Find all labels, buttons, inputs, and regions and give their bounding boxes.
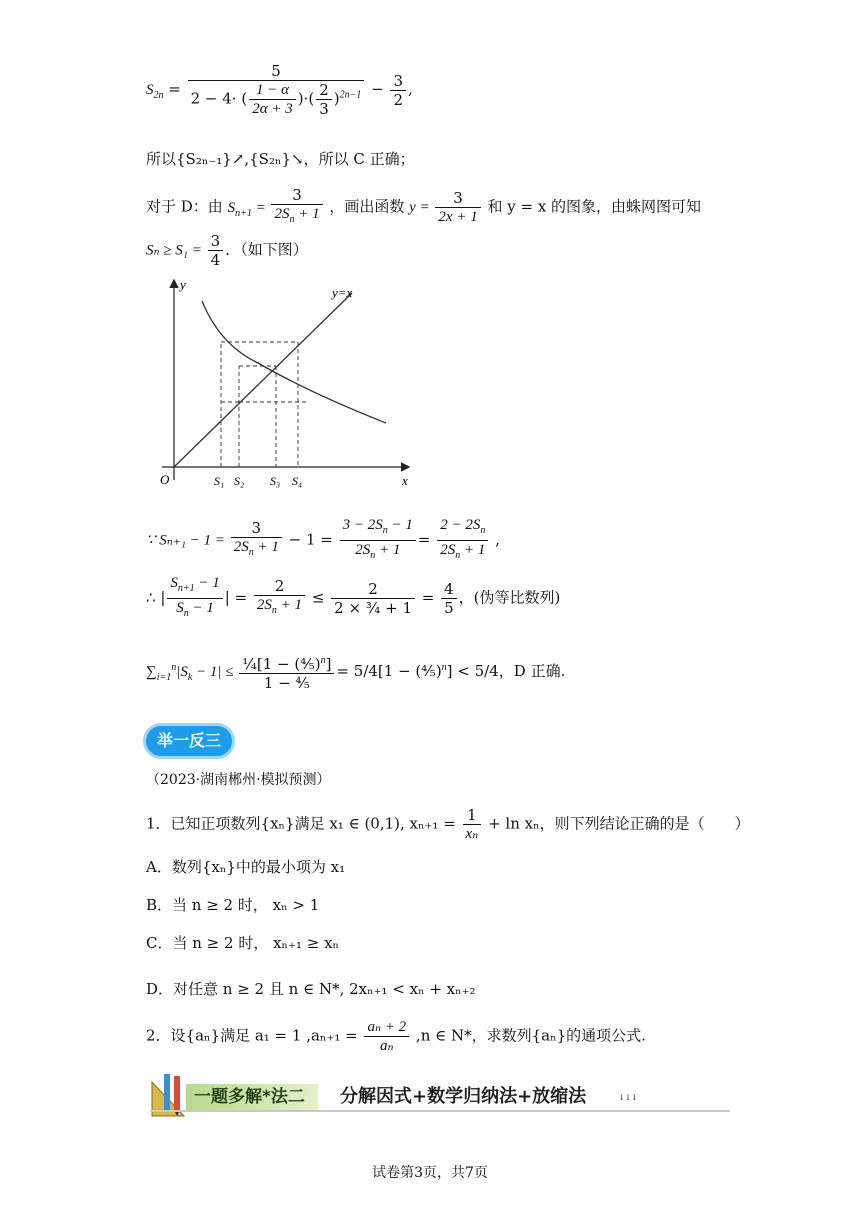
eq-lhs-sub: 2n — [153, 90, 164, 101]
deriv1-lhs: ∵ Sₙ₊₁ − 1 = — [146, 532, 229, 549]
eq-den-a: 2 − 4· — [190, 89, 237, 108]
q2-post: ,n ∈ N*，求数列{aₙ}的通项公式. — [411, 1026, 646, 1045]
cobweb-graph — [140, 275, 430, 495]
origin-label: O — [160, 472, 170, 487]
eq-inner-frac — [249, 81, 296, 118]
eq-base-num: 2 — [316, 81, 332, 100]
line-d1-post: 和 y = x 的图象，由蛛网图可知 — [487, 197, 702, 216]
badge-juyifansan: 举一反三 — [143, 723, 235, 759]
y-axis-label: y — [180, 277, 186, 292]
eq-tail-num: 3 — [390, 72, 406, 91]
source-label: （2023·湖南郴州·模拟预测） — [146, 772, 331, 788]
eq-tail-punct: , — [408, 80, 413, 98]
q1-stem-den: xₙ — [465, 826, 479, 842]
tick-s2: S₂ — [234, 474, 245, 488]
q1-stem-num: 1 — [463, 806, 482, 825]
tick-s1: S₁ — [214, 474, 225, 488]
q1-option-b[interactable]: B．当 n ≥ 2 时， xₙ > 1 — [146, 896, 320, 914]
eq-exp: 2n−1 — [339, 89, 362, 101]
question-2 — [146, 1018, 646, 1055]
banner-left-text: 一题多解*法二 — [194, 1087, 305, 1107]
page-footer: 试卷第3页，共7页 — [372, 1165, 488, 1181]
banner-right-text: 分解因式+数学归纳法+放缩法 — [340, 1086, 587, 1107]
q1-option-a[interactable]: A．数列{xₙ}中的最小项为 x₁ — [146, 858, 346, 876]
derivation-2: ∴ | $\frac{S_{n+1} - 1}{S_n - 1}$ | = $\frac{2}{2S_n + 1}$ ≤ $\frac{2}{\text{2 × ¾ + 1}}$ = $\frac{4}{5}$ ，(伪等比数列) — [146, 575, 561, 619]
curve — [202, 301, 386, 423]
banner-ticks: ı ı ı — [620, 1092, 636, 1103]
line-d2-den: 4 — [210, 251, 221, 269]
q1-option-c[interactable]: C．当 n ≥ 2 时， xₙ₊₁ ≥ xₙ — [146, 934, 340, 952]
deriv3-conclusion: ，D 正确. — [498, 662, 566, 680]
deriv2-note: ，(伪等比数列) — [458, 588, 561, 607]
q1-stem-post: + ln xₙ，则下列结论正确的是（ ） — [483, 814, 750, 833]
derivation-3: $\sum_{i=1}^n|S_k - 1|$ ≤ $\frac{\frac{1}{4}[1 - (\frac{4}{5})^n]}{\text{1 − ⅘}}$ = 5/4[1 − (⅘)$^n$] < 5/4，D 正确. — [146, 652, 565, 692]
line-d2-post: ．（如下图） — [225, 240, 308, 259]
tick-s4: S₄ — [292, 474, 303, 488]
line-d1-pre: 对于 D：由 — [146, 197, 228, 216]
q1-option-d[interactable]: D．对任意 n ≥ 2 且 n ∈ N*, 2xₙ₊₁ < xₙ + xₙ₊₂ — [146, 980, 476, 998]
deriv2-therefore: ∴ — [146, 588, 156, 607]
line-y-eq-x — [174, 293, 352, 467]
tick-s3: S₃ — [270, 474, 281, 488]
eq-tail-den: 2 — [393, 90, 404, 109]
line-d2-num: 3 — [208, 232, 224, 251]
line-c: 所以{S₂ₙ₋₁}↗,{S₂ₙ}↘，所以 C 正确； — [146, 150, 415, 168]
eq-inner-num: 1 − α — [249, 81, 296, 100]
question-1 — [146, 806, 750, 843]
q2-den: aₙ — [380, 1038, 394, 1054]
eq-tail-frac — [390, 72, 406, 109]
q2-num: aₙ + 2 — [364, 1018, 409, 1037]
eq-main-den: 2 − 4· ( $\frac{1 - \alpha}{2\alpha + 3}$ )·( $\frac{2}{3}$ )$^{2n-1}$ — [190, 81, 362, 118]
q1-stem-pre: 1．已知正项数列{xₙ}满足 x₁ ∈ (0,1), xₙ₊₁ = — [146, 814, 461, 833]
line-d2-text: Sₙ ≥ S₁ = — [146, 242, 206, 259]
line-d2 — [146, 232, 308, 269]
x-axis-label: x — [402, 473, 408, 488]
eq-lhs: S — [146, 82, 154, 98]
eq-main-fraction — [188, 62, 365, 118]
method-banner — [150, 1072, 730, 1118]
eq-minus: − — [371, 80, 384, 98]
cobweb-lines — [221, 342, 306, 467]
eq-main-num: 5 — [188, 62, 365, 81]
eq-base-den: 3 — [319, 100, 329, 118]
equation-s2n: $S_{2n}$ = 5 2 − 4· ( $\frac{1 - \alpha}{2\alpha + 3}$ )·( $\frac{2}{3}$ )$^{2n-1}$ − $\frac{3}{2}$ , — [146, 62, 413, 118]
line-d1: 对于 D：由 $S_{n+1}$ = $\frac{3}{2S_n + 1}$ ，画出函数 y = $\frac{3}{2x + 1}$ 和 y = x 的图象，由蛛网图可知 — [146, 186, 702, 225]
eq-base-frac — [316, 81, 332, 118]
line-d1-mid: ，画出函数 — [329, 197, 410, 216]
line-label: y=x — [332, 285, 353, 300]
derivation-1: ∵ Sₙ₊₁ − 1 = $\frac{3}{2S_n + 1}$ − 1 = $\frac{3 - 2S_n - 1}{2S_n + 1}$ = $\frac{2 - 2S_n}{2S_n + 1}$ , — [146, 517, 500, 561]
banner-underline — [150, 1110, 730, 1112]
q2-pre: 2．设{aₙ}满足 a₁ = 1 ,aₙ₊₁ = — [146, 1026, 363, 1045]
eq-inner-den: 2α + 3 — [252, 101, 293, 117]
